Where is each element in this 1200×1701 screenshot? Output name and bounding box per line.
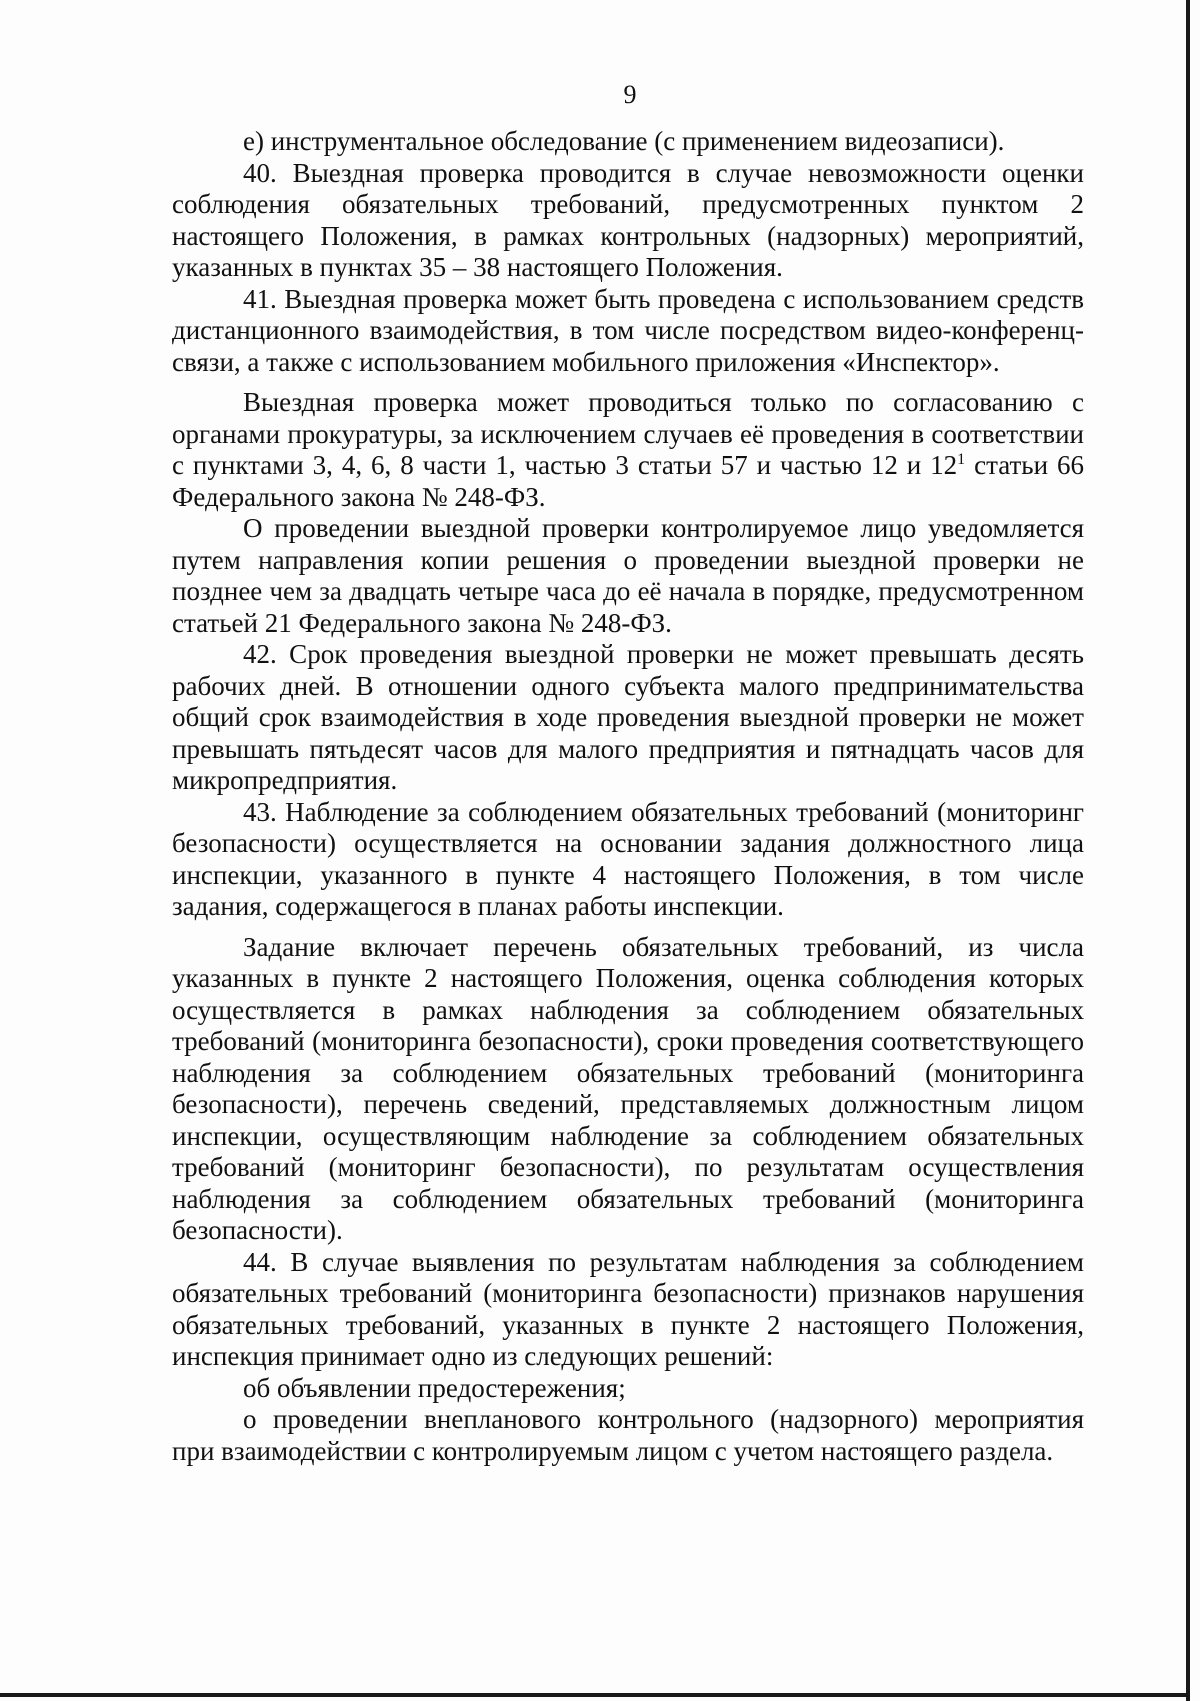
superscript: 1: [957, 451, 966, 468]
paragraph-text-tail: статьи 66 Федерального закона № 248-ФЗ.: [172, 450, 1084, 512]
paragraph-41-approval: [172, 387, 1084, 513]
paragraph-43: 43. Наблюдение за соблюдением обязательных требований (мониторинг безопасности) осуществляется на основании задания должностного лица инспекции, указанного в пункте 4 настоящего Положения, в том числе задания, содержащегося в планах работы инспекции.: [172, 796, 1084, 921]
paragraph-40: 40. Выездная проверка проводится в случае невозможности оценки соблюдения обязательных требований, предусмотренных пунктом 2 настоящего Положения, в рамках контрольных (надзорных) мероприятий, указанных в пунктах 35 – 38 настоящего Положения.: [172, 157, 1084, 282]
paragraph-item-e: е) инструментальное обследование (с применением видеозаписи).: [243, 126, 1005, 156]
scan-border-bottom: [0, 1693, 1190, 1697]
paragraph-42: 42. Срок проведения выездной проверки не может превышать десять рабочих дней. В отношении одного субъекта малого предпринимательства общий срок взаимодействия в ходе проведения выездной проверки не может превышать пятьдесят часов для малого предприятия и пятнадцать часов для микропредприятия.: [172, 639, 1084, 795]
paragraph-44-option-1: об объявлении предостережения;: [243, 1372, 626, 1403]
paragraph-41-notification: О проведении выездной проверки контролируемое лицо уведомляется путем направления копии решения о проведении выездной проверки не позднее чем за двадцать четыре часа до её начала в порядке, предусмотренном статьей 21 Федерального закона № 248-ФЗ.: [172, 513, 1084, 638]
document-body: [172, 126, 1084, 1467]
page-number: 9: [623, 80, 637, 109]
paragraph-41: 41. Выездная проверка может быть проведена с использованием средств дистанционного взаимодействия, в том числе посредством видео-конференц-связи, а также с использованием мобильного приложения «Инспектор».: [172, 283, 1084, 377]
paragraph-44: 44. В случае выявления по результатам наблюдения за соблюдением обязательных требований (мониторинга безопасности) признаков нарушения обязательных требований, указанных в пункте 2 настоящего Положения, инспекция принимает одно из следующих решений:: [172, 1246, 1084, 1371]
paragraph-text: Выездная проверка может проводиться только по согласованию с органами прокуратуры, за исключением случаев её проведения в соответствии с пунктами 3, 4, 6, 8 части 1, частью 3 статьи 57 и частью 12 и 12: [172, 387, 1084, 480]
scan-border-right: [1186, 0, 1190, 1701]
paragraph-43-task: Задание включает перечень обязательных требований, из числа указанных в пункте 2 настоящего Положения, оценка соблюдения которых осуществляется в рамках наблюдения за соблюдением обязательных требований (мониторинга безопасности), сроки проведения соответствующего наблюдения за соблюдением обязательных требований (мониторинга безопасности), перечень сведений, представляемых должностным лицом инспекции, осуществляющим наблюдение за соблюдением обязательных требований (мониторинг безопасности), по результатам осуществления наблюдения за соблюдением обязательных требований (мониторинга безопасности).: [172, 931, 1084, 1245]
paragraph-44-option-2: о проведении внепланового контрольного (надзорного) мероприятия при взаимодействии с контролируемым лицом с учетом настоящего раздела.: [172, 1404, 1084, 1466]
